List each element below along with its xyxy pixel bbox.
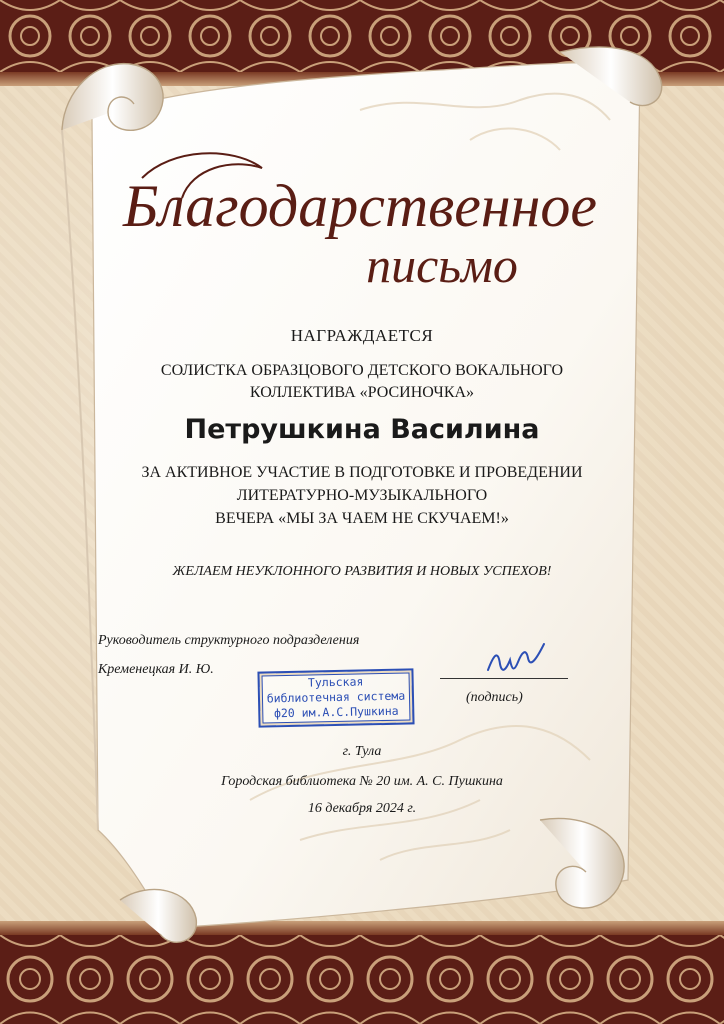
wish-text: ЖЕЛАЕМ НЕУКЛОННОГО РАЗВИТИЯ И НОВЫХ УСПЕХОВ! — [172, 564, 552, 579]
recipient-name: Петрушкина Василина — [184, 414, 540, 445]
footer-library: Городская библиотека № 20 им. А. С. Пушкина — [221, 774, 503, 789]
reason-line2: ЛИТЕРАТУРНО-МУЗЫКАЛЬНОГО — [236, 487, 488, 504]
recipient-role-line2: КОЛЛЕКТИВА «РОСИНОЧКА» — [249, 384, 475, 401]
recipient-role-line1: СОЛИСТКА ОБРАЗЦОВОГО ДЕТСКОГО ВОКАЛЬНОГО — [160, 362, 564, 379]
awarded-heading: НАГРАЖДАЕТСЯ — [290, 326, 434, 345]
handwritten-signature — [484, 640, 548, 680]
library-stamp — [257, 668, 414, 727]
footer-city: г. Тула — [342, 744, 382, 759]
signatory-role: Руководитель структурного подразделения — [98, 633, 360, 648]
certificate-title — [112, 138, 612, 298]
stamp-line1: Тульская — [307, 674, 364, 690]
reason-line1: ЗА АКТИВНОЕ УЧАСТИЕ В ПОДГОТОВКЕ И ПРОВЕДЕНИИ — [141, 464, 583, 481]
signature-line — [440, 678, 568, 679]
signature-caption: (подпись) — [466, 690, 523, 705]
footer-date: 16 декабря 2024 г. — [307, 801, 417, 816]
title-line2: письмо — [366, 237, 518, 293]
signatory-name: Кременецкая И. Ю. — [98, 662, 214, 677]
title-line1: Благодарственное — [122, 173, 598, 239]
stamp-line2: библиотечная система — [266, 688, 406, 706]
stamp-line3: ф20 им.А.С.Пушкина — [273, 703, 399, 721]
reason-line3: ВЕЧЕРА «МЫ ЗА ЧАЕМ НЕ СКУЧАЕМ!» — [215, 510, 509, 527]
